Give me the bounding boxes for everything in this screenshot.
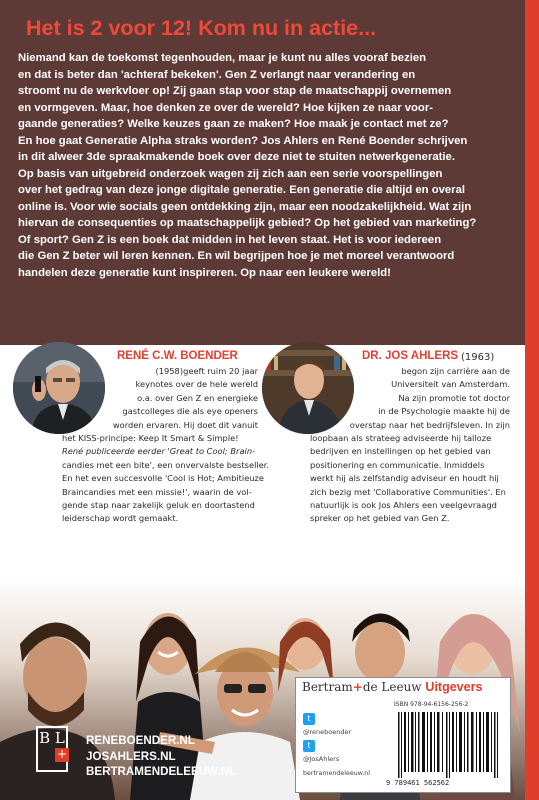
blurb-line: en vormgeven. Maar, hoe denken ze over de wereld? Hoe kijken ze naar voor- bbox=[18, 101, 433, 114]
author2-bio-line: begon zijn carrière aan de bbox=[401, 366, 510, 376]
author2-bio-line: Universiteit van Amsterdam. bbox=[391, 379, 510, 390]
blurb-line: handelen deze generatie kunt inspireren. Op naar een leukere wereld! bbox=[18, 266, 391, 279]
twitter-icon: t bbox=[303, 740, 315, 752]
author1-name: RENÉ C.W. BOENDER bbox=[117, 350, 238, 362]
social-jos[interactable] bbox=[303, 740, 315, 752]
author1-bio-line: gastcolleges die als eye openers bbox=[122, 406, 258, 417]
blurb-line: die Gen Z beter wil leren kennen. En wil begrijpen hoe je met moreel verantwoord bbox=[18, 250, 455, 262]
author1-bio-line: candies met een bite', een onvervalste bestseller. bbox=[62, 459, 270, 470]
publisher-site[interactable]: bertramendeleeuw.nl bbox=[303, 770, 371, 777]
publisher-plus: + bbox=[352, 680, 363, 694]
author2-bio-line: overstap naar het bedrijfsleven. In zijn bbox=[349, 419, 510, 430]
author2-bio-line: bedrijven en instellingen op het gebied van bbox=[310, 446, 491, 457]
url-publisher[interactable]: BERTRAMENDELEEUW.NL bbox=[86, 765, 237, 778]
handle-rene[interactable]: @reneboender bbox=[303, 728, 352, 736]
blurb-line: online is. Voor wie socials geen ontdekking zijn, maar een noodzakelijkheid. Wat zijn bbox=[18, 200, 472, 213]
author2-bio-line: in de Psychologie maakte hij de bbox=[378, 406, 510, 417]
author2-bio-line: Na zijn promotie tot doctor bbox=[398, 392, 510, 403]
publisher-part2: de Leeuw bbox=[362, 680, 422, 694]
blurb-line: in dit alweer 3de spraakmakende boek over deze niet te stuiten netwerkgeneratie. bbox=[18, 151, 455, 163]
blurb-line: stroomt nu de werkvloer op! Zij gaan stap voor stap de maatschappij overnemen bbox=[18, 85, 452, 97]
headline: Het is 2 voor 12! Kom nu in actie... bbox=[26, 16, 377, 40]
blurb-line: over het gedrag van deze jonge digitale generatie. Een generatie die altijd en overal bbox=[18, 184, 465, 196]
blurb-line: en dat is beter dan 'achteraf bekeken'. Gen Z verlangt naar verandering en bbox=[18, 68, 416, 81]
blurb-line: Op basis van uitgebreid onderzoek wagen zij zich aan een serie voorspellingen bbox=[18, 167, 443, 180]
author1-bio-line: het KISS-principe: Keep It Smart & Simple! bbox=[62, 433, 239, 443]
author1-bio-line: leiderschap wordt gemaakt. bbox=[62, 513, 179, 524]
url-rene[interactable]: RENEBOENDER.NL bbox=[86, 734, 195, 747]
author2-bio-lower bbox=[310, 432, 520, 526]
website-list bbox=[86, 733, 236, 780]
author1-bio-line: o.a. over Gen Z en energieke bbox=[137, 392, 258, 403]
author1-bio-line: Braincandies met een missie!', waarin de vol- bbox=[62, 486, 252, 497]
twitter-icon: t bbox=[303, 713, 315, 725]
logo-plus-icon: + bbox=[56, 747, 68, 761]
author1-bio-line: En het even succesvolle 'Cool is Hot; Ambitieuze bbox=[62, 473, 265, 484]
publisher-name bbox=[302, 680, 482, 694]
author1-bio-line: gende stap naar zakelijk geluk en doortastend bbox=[62, 500, 255, 511]
isbn-number: ISBN 978-94-6156-256-2 bbox=[394, 701, 469, 708]
red-edge-strip bbox=[525, 0, 539, 800]
author2-bio-line: natuurlijk is ook Jos Ahlers een veelgevraagd bbox=[310, 500, 497, 511]
blurb-text bbox=[18, 50, 514, 281]
author2-bio-upper bbox=[300, 365, 510, 432]
author2-year: (1963) bbox=[461, 352, 495, 363]
barcode-icon bbox=[396, 712, 504, 778]
blurb-line: hiervan de consequenties op maatschappelijk gebied? Op het gebied van marketing? bbox=[18, 217, 477, 229]
author2-bio-line: loopbaan als strateeg adviseerde hij talloze bbox=[310, 433, 492, 443]
author1-bio-line: keynotes over de hele wereld bbox=[135, 379, 258, 390]
author1-bio-line: (1958)geeft ruim 20 jaar bbox=[155, 366, 258, 376]
author1-bio-upper bbox=[40, 365, 258, 432]
blurb-line: Of sport? Gen Z is een boek dat midden in het leven staat. Het is voor iedereen bbox=[18, 233, 442, 246]
publisher-part1: Bertram bbox=[302, 680, 353, 694]
publisher-logo: B L bbox=[36, 726, 68, 772]
handle-jos[interactable]: @JosAhlers bbox=[303, 755, 340, 763]
author2-bio-line: spreker op het gebied van Gen Z. bbox=[310, 513, 450, 524]
url-jos[interactable]: JOSAHLERS.NL bbox=[86, 749, 176, 763]
social-rene[interactable] bbox=[303, 713, 315, 725]
blurb-line: En hoe gaat Generatie Alpha straks worden? Jos Ahlers en René Boender schrijven bbox=[18, 134, 468, 147]
author1-bio-line: René publiceerde eerder 'Great to Cool; Brain- bbox=[62, 446, 256, 457]
publisher-part3: Uitgevers bbox=[425, 680, 483, 694]
author1-bio-line: worden ervaren. Hij doet dit vanuit bbox=[112, 419, 258, 430]
author2-bio-line: positionering en communicatie. Inmiddels bbox=[310, 459, 485, 470]
author2-name: DR. JOS AHLERS bbox=[362, 350, 459, 362]
author2-bio-line: werkt hij als zelfstandig adviseur en houdt hij bbox=[310, 473, 499, 484]
barcode-number: 9 789461 562562 bbox=[386, 779, 450, 787]
blurb-line: gaande generaties? Welke keuzes gaan ze maken? Hoe maak je contact met ze? bbox=[18, 118, 449, 130]
blurb-line: Niemand kan de toekomst tegenhouden, maar je kunt nu alles vooraf bezien bbox=[18, 52, 427, 64]
author1-bio-lower bbox=[62, 432, 270, 526]
author2-bio-line: zich bezig met 'Collaborative Communities'. En bbox=[310, 486, 506, 497]
